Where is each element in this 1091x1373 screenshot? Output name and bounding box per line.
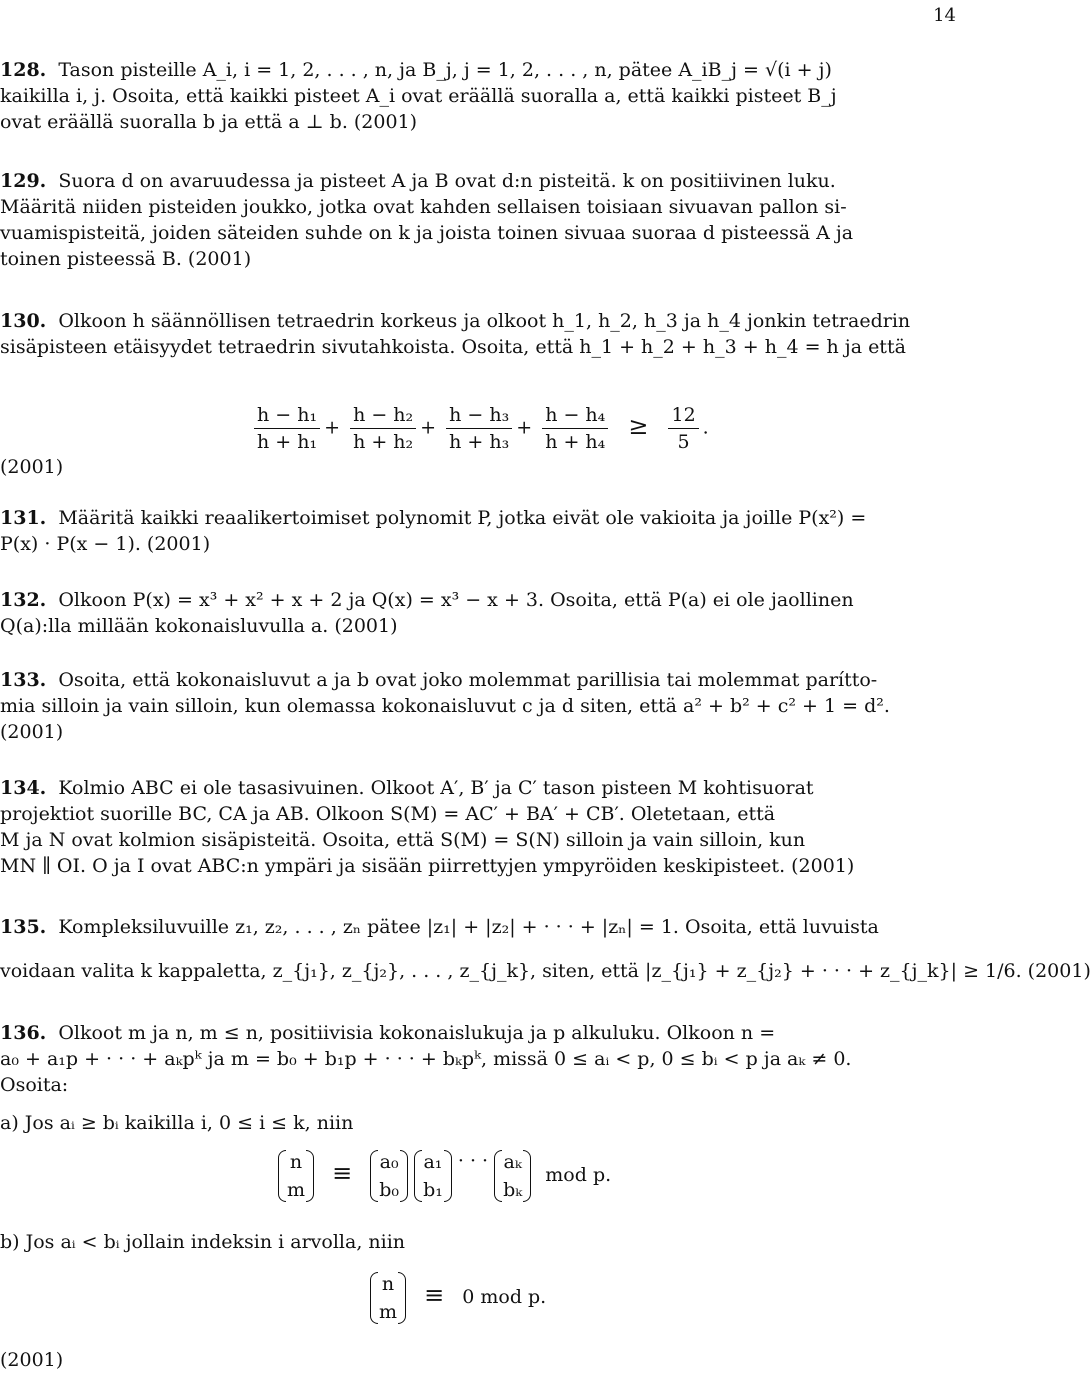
problem-136-line-1 (0, 1020, 958, 1046)
problem-131 (0, 505, 958, 557)
problem-128-line-3: ovat eräällä suoralla b ja että a ⊥ b. (2001) (0, 111, 418, 133)
fraction-term-1: $\frac{\text{h − h₁}}{\text{h + h₁}}$ (254, 402, 320, 455)
problem-number: 129. (0, 170, 47, 192)
dots: · · · (457, 1150, 489, 1172)
problem-134-line-1 (0, 775, 958, 801)
problem-135-line-1 (0, 914, 958, 940)
problem-131-line-1 (0, 505, 958, 531)
problem-number: 128. (0, 59, 47, 81)
fraction-term-4: $\frac{\text{h − h₄}}{\text{h + h₄}}$ (542, 402, 608, 455)
mod-tail: mod p. (545, 1164, 612, 1186)
fraction-rhs: $\frac{12}{5}$ (668, 402, 698, 455)
problem-133-line-3: (2001) (0, 721, 64, 743)
problem-number: 130. (0, 310, 47, 332)
problem-text: Kompleksiluvuille z₁, z₂, . . . , zₙ pätee |z₁| + |z₂| + · · · + |zₙ| = 1. Osoita, että luvuista (58, 916, 879, 938)
problem-130-line-2: sisäpisteen etäisyydet tetraedrin sivutahkoista. Osoita, että h_1 + h_2 + h_3 + h_4 = h ja että (0, 336, 906, 358)
problem-number: 132. (0, 589, 47, 611)
part-b-formula (370, 1270, 546, 1326)
formula-end: . (702, 416, 709, 439)
binomial-factor-k: aₖ bₖ (494, 1148, 531, 1204)
mod-tail-b: 0 mod p. (462, 1286, 547, 1308)
problem-number: 133. (0, 669, 47, 691)
problem-132 (0, 587, 958, 639)
problem-128-line-2: kaikilla i, j. Osoita, että kaikki pisteet A_i ovat eräällä suoralla a, että kaikki pisteet B_j (0, 85, 837, 107)
problem-130-year: (2001) (0, 456, 64, 478)
problem-134-line-3: M ja N ovat kolmion sisäpisteitä. Osoita, että S(M) = S(N) silloin ja vain silloin, kun (0, 829, 806, 851)
fraction-term-2: $\frac{\text{h − h₂}}{\text{h + h₂}}$ (350, 402, 416, 455)
relation-b: ≡ (424, 1281, 445, 1309)
problem-136 (0, 1020, 958, 1098)
problem-128 (0, 57, 958, 135)
part-a-text: a) Jos aᵢ ≥ bᵢ kaikilla i, 0 ≤ i ≤ k, niin (0, 1112, 354, 1134)
problem-136-year: (2001) (0, 1349, 64, 1371)
problem-text: Suora d on avaruudessa ja pisteet A ja B ovat d:n pisteitä. k on positiivinen luku. (58, 170, 836, 192)
problem-130 (0, 308, 958, 360)
problem-132-line-2: Q(a):lla millään kokonaisluvulla a. (2001) (0, 615, 398, 637)
problem-text: Kolmio ABC ei ole tasasivuinen. Olkoot A′, B′ ja C′ tason pisteen M kohtisuorat (58, 777, 814, 799)
problem-129 (0, 168, 958, 272)
problem-136-line-2: a₀ + a₁p + · · · + aₖpᵏ ja m = b₀ + b₁p + · · · + bₖpᵏ, missä 0 ≤ aᵢ < p, 0 ≤ bᵢ < p ja aₖ ≠ 0. (0, 1048, 852, 1070)
relation: ≥ (628, 411, 649, 440)
problem-number: 136. (0, 1022, 47, 1044)
part-b-text: b) Jos aᵢ < bᵢ jollain indeksin i arvolla, niin (0, 1231, 406, 1253)
problem-number: 134. (0, 777, 47, 799)
problem-134-line-4: MN ∥ OI. O ja I ovat ABC:n ympäri ja sisään piirrettyjen ympyröiden keskipisteet. (2001) (0, 855, 855, 877)
problem-text: Tason pisteille A_i, i = 1, 2, . . . , n, ja B_j, j = 1, 2, . . . , n, pätee A_iB_j = √(i + j) (58, 59, 832, 81)
problem-135 (0, 914, 1091, 984)
problem-text: Määritä kaikki reaalikertoimiset polynomit P, jotka eivät ole vakioita ja joille P(x²) = (58, 507, 867, 529)
problem-text: Olkoot m ja n, m ≤ n, positiivisia kokonaislukuja ja p alkuluku. Olkoon n = (58, 1022, 776, 1044)
problem-134-line-2: projektiot suorille BC, CA ja AB. Olkoon S(M) = AC′ + BA′ + CB′. Oletetaan, että (0, 803, 776, 825)
binomial-lhs-b: n m (370, 1270, 406, 1326)
problem-133 (0, 667, 958, 745)
problem-number: 131. (0, 507, 47, 529)
problem-134 (0, 775, 958, 879)
page-number: 14 (933, 5, 956, 26)
problem-129-line-3: vuamispisteitä, joiden säteiden suhde on k ja joista toinen sivuaa suoraa d pisteessä A ja (0, 222, 854, 244)
problem-129-line-1 (0, 168, 958, 194)
problem-text: Olkoon h säännöllisen tetraedrin korkeus ja olkoot h_1, h_2, h_3 ja h_4 jonkin tetraedrin (58, 310, 911, 332)
problem-133-line-2: mia silloin ja vain silloin, kun olemassa kokonaisluvut c ja d siten, että a² + b² + c² + 1 = d². (0, 695, 890, 717)
problem-text: Olkoon P(x) = x³ + x² + x + 2 ja Q(x) = x³ − x + 3. Osoita, että P(a) ei ole jaollinen (58, 589, 854, 611)
problem-text: Osoita, että kokonaisluvut a ja b ovat joko molemmat parillisia tai molemmat parítto- (58, 669, 878, 691)
binomial-factor-1: a₁ b₁ (414, 1148, 452, 1204)
problem-129-line-4: toinen pisteessä B. (2001) (0, 248, 252, 270)
problem-130-line-1 (0, 308, 958, 334)
problem-135-line-2: voidaan valita k kappaletta, z_{j₁}, z_{j₂}, . . . , z_{j_k}, siten, että |z_{j₁} + z_{j₂} + · · · + z_{j_k}| ≥ 1/6. (2001) (0, 960, 1091, 982)
problem-129-line-2: Määritä niiden pisteiden joukko, jotka ovat kahden sellaisen toisiaan sivuavan pallon si- (0, 196, 847, 218)
problem-136-line-3: Osoita: (0, 1074, 69, 1096)
problem-128-line-1 (0, 57, 958, 83)
binomial-lhs: n m (278, 1148, 314, 1204)
problem-131-line-2: P(x) · P(x − 1). (2001) (0, 533, 211, 555)
binomial-factor-0: a₀ b₀ (370, 1148, 408, 1204)
formula-130: $\frac{\text{h − h₁}}{\text{h + h₁}}$ + $\frac{\text{h − h₂}}{\text{h + h₂}}$ + $\frac{\text{h − h₃}}{\text{h + h₃}}$ + $\frac{\text{h − h₄}}{\text{h + h₄}}$ ≥ $\frac{12}{5}$ . (250, 402, 709, 455)
problem-number: 135. (0, 916, 47, 938)
relation: ≡ (332, 1159, 353, 1187)
part-a-formula (278, 1148, 611, 1204)
fraction-term-3: $\frac{\text{h − h₃}}{\text{h + h₃}}$ (446, 402, 512, 455)
problem-133-line-1 (0, 667, 958, 693)
problem-132-line-1 (0, 587, 958, 613)
